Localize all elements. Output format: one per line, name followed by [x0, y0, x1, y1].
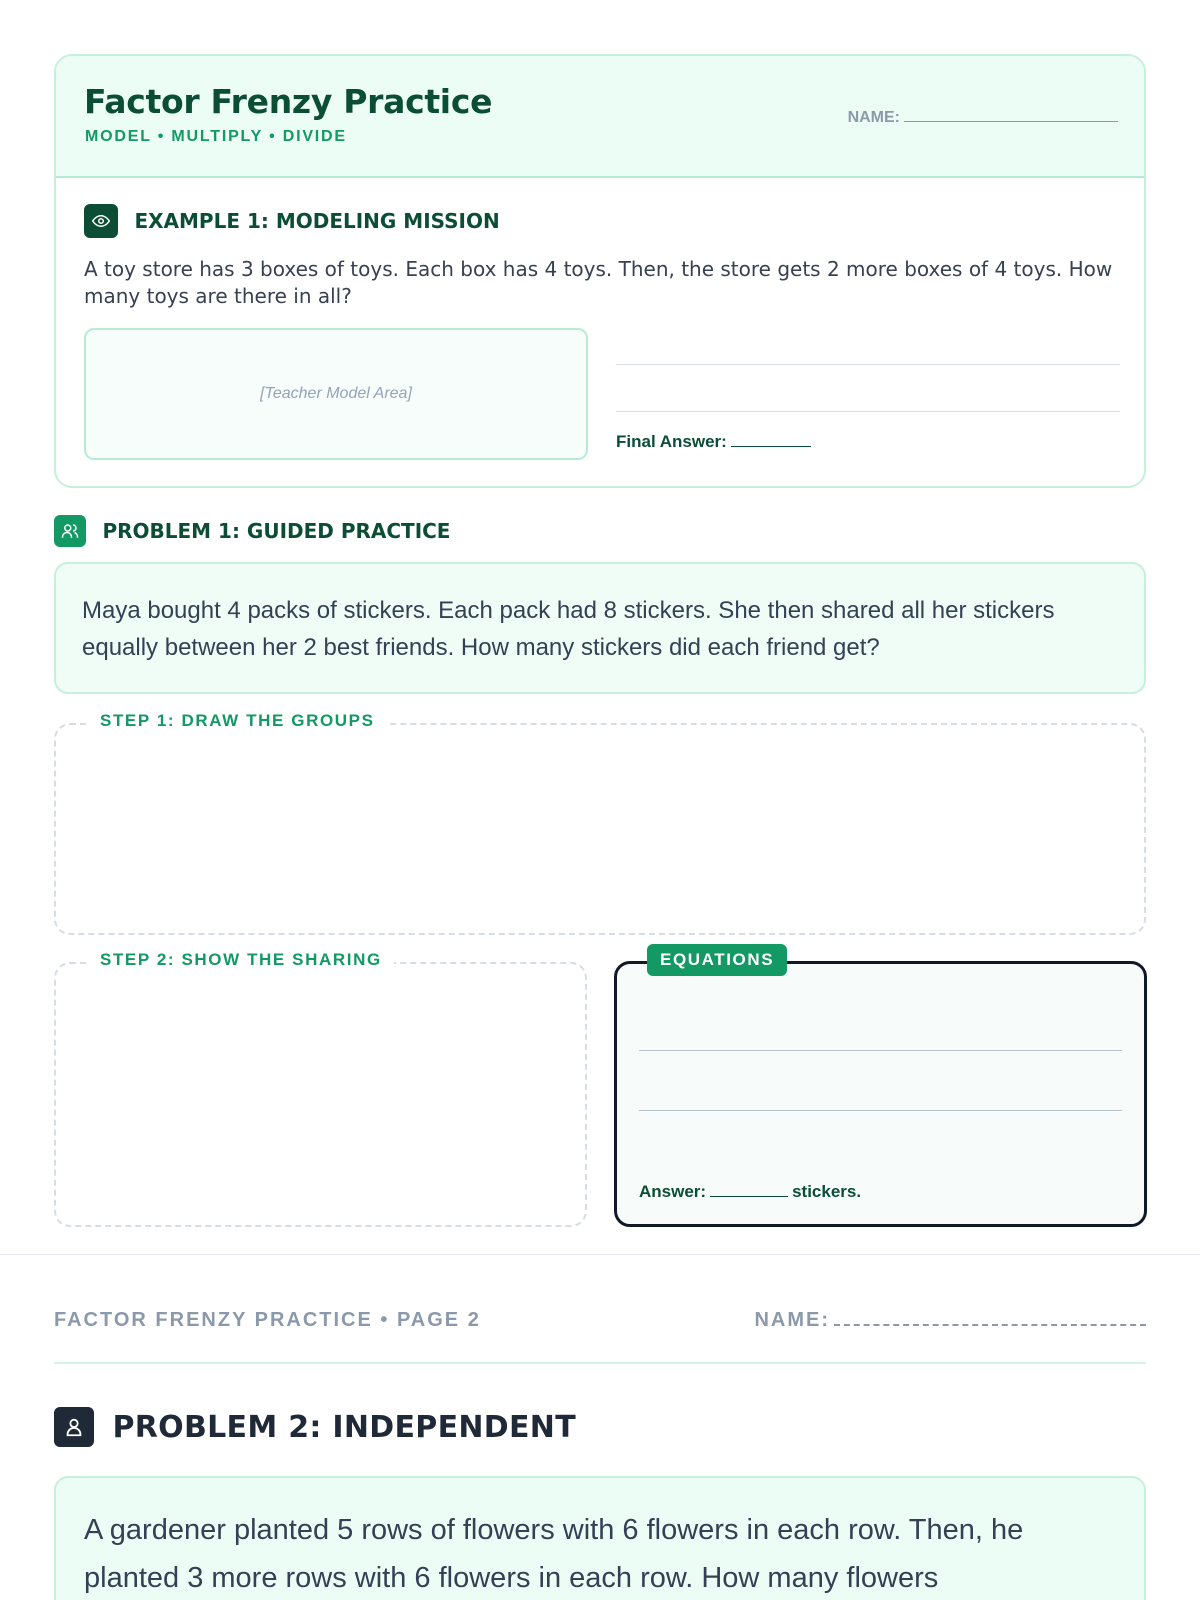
- example1-text: A toy store has 3 boxes of toys. Each box has 4 toys. Then, the store gets 2 more boxes of 4 toys. How many toys are there in all?: [84, 257, 1113, 308]
- page2-name-field[interactable]: [754, 1309, 1146, 1332]
- final-answer-label: Final Answer:: [616, 432, 727, 451]
- answer-field[interactable]: [639, 1182, 861, 1202]
- user-icon: [54, 1407, 94, 1447]
- problem2-header: [54, 1407, 576, 1447]
- answer-blank: [731, 433, 811, 447]
- header-banner: [56, 56, 1144, 178]
- example1-header: [84, 204, 1116, 238]
- name-line: [834, 1310, 1146, 1326]
- final-answer-field[interactable]: [616, 432, 811, 452]
- teacher-model-area[interactable]: [84, 328, 588, 460]
- step2-label: STEP 2: SHOW THE SHARING: [88, 950, 394, 970]
- problem1-title: PROBLEM 1: GUIDED PRACTICE: [102, 519, 451, 543]
- model-area-label: [Teacher Model Area]: [260, 385, 412, 402]
- step1-label: STEP 1: DRAW THE GROUPS: [88, 711, 387, 731]
- users-icon: [54, 515, 86, 547]
- name-label: NAME:: [847, 109, 900, 126]
- problem1-text: Maya bought 4 packs of stickers. Each pack had 8 stickers. She then shared all her stickers equally between her 2 best friends. How many stickers did each friend get?: [82, 597, 1055, 661]
- step1-draw-area[interactable]: [54, 711, 1146, 935]
- page-divider: [0, 1254, 1200, 1255]
- equation-line[interactable]: [639, 1050, 1122, 1051]
- equation-line[interactable]: [639, 1110, 1122, 1111]
- worksheet-header-card: [54, 54, 1146, 488]
- problem1-text-box: [54, 562, 1146, 694]
- equations-box: [614, 950, 1147, 1227]
- problem2-text-box: [54, 1476, 1146, 1600]
- example1-title: EXAMPLE 1: MODELING MISSION: [134, 209, 500, 233]
- problem2-title: PROBLEM 2: INDEPENDENT: [112, 1409, 576, 1445]
- problem2-text: A gardener planted 5 rows of flowers with 6 flowers in each row. Then, he planted 3 more rows with 6 flowers in each row. How many flowers: [84, 1514, 1024, 1594]
- equations-tag: EQUATIONS: [647, 944, 787, 976]
- page2-running-header: FACTOR FRENZY PRACTICE • PAGE 2: [54, 1309, 481, 1331]
- step2-draw-area[interactable]: [54, 950, 587, 1227]
- work-line[interactable]: [616, 411, 1120, 412]
- answer-unit: stickers.: [792, 1182, 862, 1201]
- problem1-header: [54, 515, 450, 547]
- page-subtitle: MODEL • MULTIPLY • DIVIDE: [85, 128, 347, 145]
- answer-label: Answer:: [639, 1182, 707, 1201]
- name-line: [904, 108, 1118, 122]
- answer-blank: [710, 1183, 788, 1197]
- page2-header-rule: [54, 1362, 1146, 1364]
- eye-icon: [84, 204, 118, 238]
- page2-name-label: NAME:: [754, 1309, 830, 1331]
- name-field[interactable]: [848, 108, 1118, 127]
- page-title: Factor Frenzy Practice: [84, 82, 493, 121]
- work-line[interactable]: [616, 364, 1120, 365]
